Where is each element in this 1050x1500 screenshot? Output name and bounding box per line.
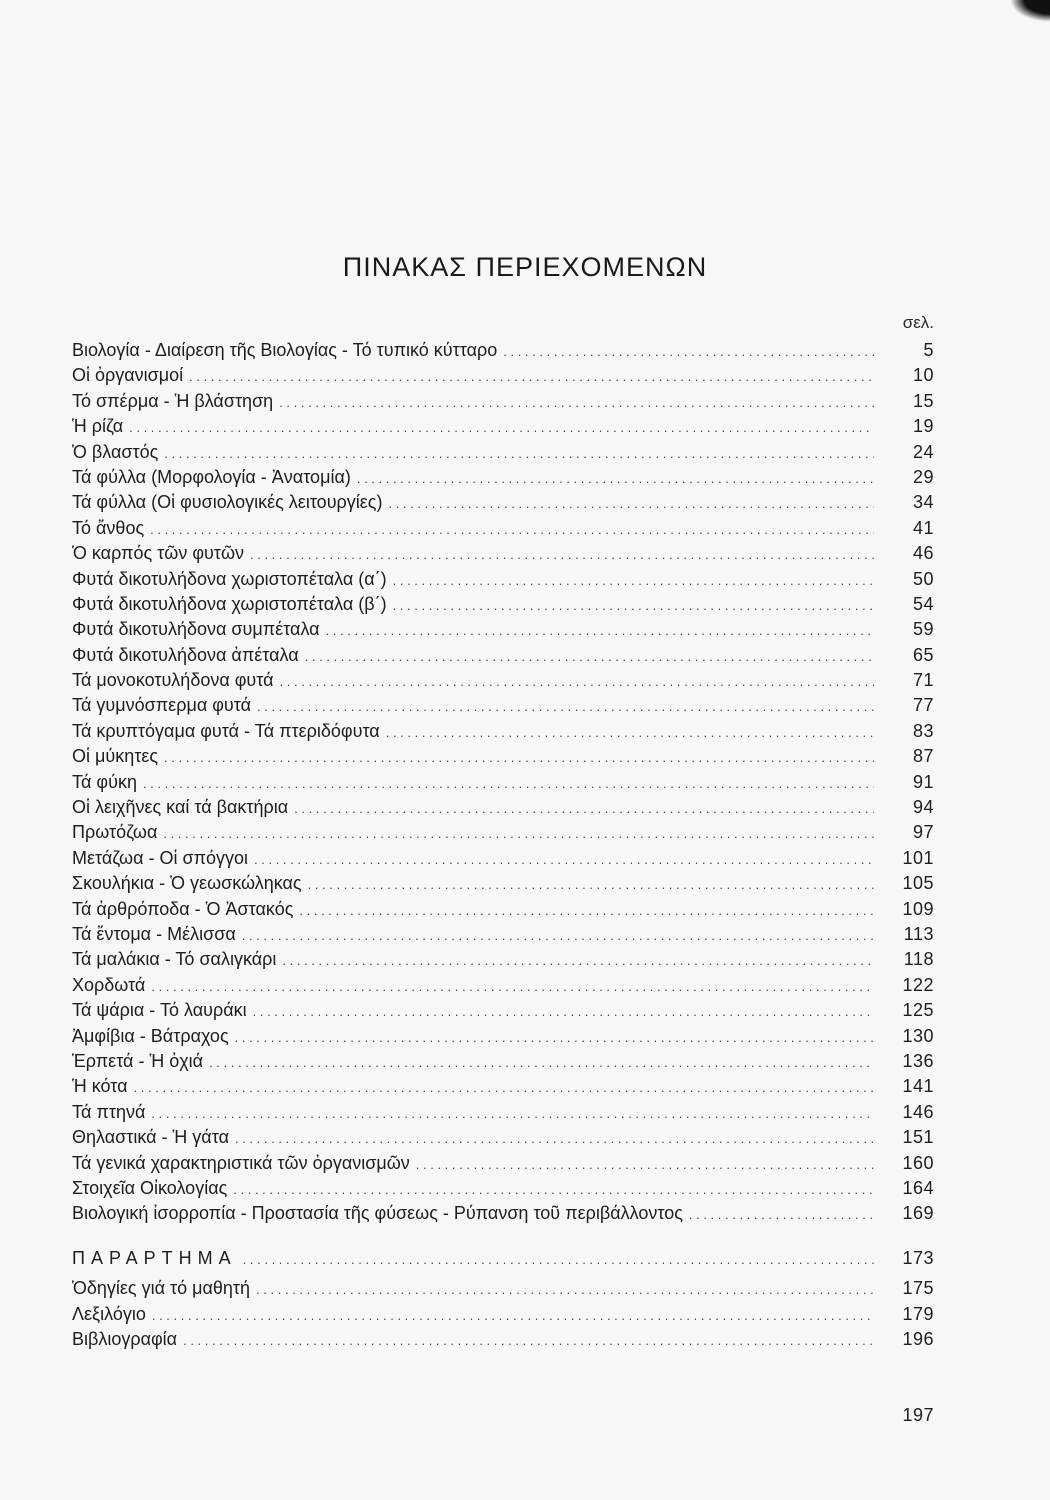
toc-entry	[72, 1100, 934, 1125]
toc-entry-page: 136	[902, 1050, 934, 1071]
toc-entry-page: 87	[912, 746, 934, 767]
dot-leader	[257, 694, 874, 719]
toc-entry	[72, 338, 934, 363]
appendix-entries	[72, 1276, 934, 1352]
toc-entry-title: Τά μονοκοτυλήδονα φυτά	[72, 670, 274, 691]
toc-entry-page: 54	[912, 593, 934, 614]
toc-entry-page: 101	[902, 847, 934, 868]
page-column-label: σελ.	[902, 313, 934, 332]
toc-entry	[72, 1327, 934, 1352]
toc-entry-title: Τά κρυπτόγαμα φυτά - Τά πτεριδόφυτα	[72, 720, 380, 741]
toc-entry-page: 24	[912, 441, 934, 462]
toc-entry-page: 94	[912, 797, 934, 818]
dot-leader	[163, 821, 874, 846]
toc-entry	[72, 795, 934, 820]
toc-entry	[72, 1201, 934, 1226]
dot-leader	[689, 1202, 874, 1227]
dot-leader	[235, 1025, 874, 1050]
toc-entry	[72, 668, 934, 693]
toc-entry-title: Βιολογία - Διαίρεση τῆς Βιολογίας - Τό τυπικό κύτταρο	[72, 340, 498, 360]
toc-entry-title: Τά μαλάκια - Τό σαλιγκάρι	[72, 949, 277, 970]
toc-entry-title: Ἀμφίβια - Βάτραχος	[72, 1025, 229, 1046]
toc-entry-title: Τά πτηνά	[72, 1101, 146, 1122]
toc-entry	[72, 1176, 934, 1201]
toc-entry	[72, 693, 934, 718]
toc-entry-title: Ἑρπετά - Ἡ ὀχιά	[72, 1050, 204, 1071]
toc-entry-title: Ἡ κότα	[72, 1076, 128, 1097]
dot-leader	[134, 1075, 874, 1100]
dot-leader	[183, 1328, 874, 1353]
toc-entry	[72, 440, 934, 465]
toc-entry	[72, 414, 934, 439]
dot-leader	[250, 542, 874, 567]
toc-entry-title: Στοιχεῖα Οἰκολογίας	[72, 1177, 228, 1198]
toc-entry-page: 97	[912, 822, 934, 843]
dot-leader	[416, 1152, 874, 1177]
toc-entry-page: 50	[912, 568, 934, 589]
toc-entry-title: Πρωτόζωα	[72, 822, 158, 843]
toc-entry-title: Τά γυμνόσπερμα φυτά	[72, 695, 251, 716]
toc-entry-title: Οἱ λειχῆνες καί τά βακτήρια	[72, 797, 289, 818]
toc-entry-title: Φυτά δικοτυλήδονα χωριστοπέταλα (α΄)	[72, 568, 387, 589]
dot-leader	[233, 1177, 874, 1202]
toc-entry-title: Τά φύλλα (Μορφολογία - Ἀνατομία)	[72, 466, 351, 487]
toc-entry-page: 151	[902, 1127, 934, 1148]
toc-entry-title: Τό σπέρμα - Ἡ βλάστηση	[72, 390, 274, 411]
dot-leader	[280, 669, 874, 694]
toc-entry-title: Ἡ ρίζα	[72, 416, 124, 437]
toc-entry-page: 130	[902, 1025, 934, 1046]
page-title: ΠΙΝΑΚΑΣ ΠΕΡΙΕΧΟΜΕΝΩΝ	[342, 252, 708, 282]
toc-entry	[72, 1151, 934, 1176]
toc-entry-page: 179	[902, 1303, 934, 1324]
toc-entry-page: 65	[912, 644, 934, 665]
toc-entry-page: 105	[902, 873, 934, 894]
toc-entry-title: Οἱ ὀργανισμοί	[72, 365, 184, 386]
dot-leader	[279, 390, 874, 415]
toc-entry-page: 77	[912, 695, 934, 716]
dot-leader	[151, 1101, 874, 1126]
toc-entry	[72, 998, 934, 1023]
toc-entry-title: Χορδωτά	[72, 974, 146, 995]
dot-leader	[386, 720, 874, 745]
toc-entry-title: Λεξιλόγιο	[72, 1303, 146, 1324]
dot-leader	[150, 517, 874, 542]
toc-entry-page: 196	[902, 1329, 934, 1350]
toc-entry-page: 146	[902, 1101, 934, 1122]
toc-entry-title: Ὁ καρπός τῶν φυτῶν	[72, 543, 245, 564]
dot-leader	[299, 898, 874, 923]
toc-entry-title: Βιολογική ἰσορροπία - Προστασία τῆς φύσεως - Ρύπανση τοῦ περιβάλλοντος	[72, 1203, 683, 1224]
dot-leader	[388, 491, 874, 516]
toc-entry-title: Φυτά δικοτυλήδονα ἀπέταλα	[72, 644, 299, 665]
toc-entry-page: 19	[912, 416, 934, 437]
toc-entry	[72, 719, 934, 744]
toc-entry-page: 125	[902, 1000, 934, 1021]
toc-entry-page: 169	[902, 1203, 934, 1224]
toc-entry-title: Τά ψάρια - Τό λαυράκι	[72, 1000, 247, 1021]
toc-entry-title: Τά ἀρθρόποδα - Ὁ Ἀστακός	[72, 898, 294, 919]
appendix-heading-page: 173	[902, 1248, 934, 1268]
toc-entry-title: Φυτά δικοτυλήδονα χωριστοπέταλα (β΄)	[72, 593, 387, 614]
dot-leader	[326, 618, 874, 643]
toc-entry	[72, 643, 934, 668]
dot-leader	[164, 441, 874, 466]
toc-entry-page: 118	[903, 949, 934, 970]
dot-leader	[151, 974, 874, 999]
toc-entry	[72, 770, 934, 795]
toc-entry-page: 15	[912, 390, 934, 411]
dot-leader	[253, 999, 874, 1024]
toc-entry	[72, 947, 934, 972]
toc-entry-page: 10	[912, 365, 934, 386]
toc-entry	[72, 541, 934, 566]
dot-leader	[164, 745, 874, 770]
toc-entry	[72, 1276, 934, 1301]
toc-entry-page: 160	[902, 1152, 934, 1173]
toc-entry-page: 46	[912, 543, 934, 564]
dot-leader	[308, 872, 874, 897]
dot-leader	[503, 339, 874, 364]
toc-entry-title: Θηλαστικά - Ἡ γάτα	[72, 1127, 229, 1148]
toc-entry	[72, 871, 934, 896]
toc-entry-title: Τά ἔντομα - Μέλισσα	[72, 923, 236, 944]
toc-entry-page: 34	[912, 492, 934, 513]
dot-leader	[189, 364, 874, 389]
toc-entry-title: Ὁδηγίες γιά τό μαθητή	[72, 1278, 251, 1299]
toc-entry-page: 91	[912, 771, 934, 792]
page-number: 197	[902, 1405, 934, 1425]
toc-entry-title: Ὁ βλαστός	[72, 441, 159, 462]
dot-leader	[256, 1277, 874, 1302]
toc-entry	[72, 389, 934, 414]
toc-entry	[72, 1024, 934, 1049]
toc-entry-page: 83	[912, 720, 934, 741]
appendix-heading-row	[72, 1246, 934, 1271]
toc-entry-title: Μετάζωα - Οἱ σπόγγοι	[72, 847, 249, 868]
toc-entry-title: Τά φύλλα (Οἱ φυσιολογικές λειτουργίες)	[72, 492, 383, 513]
toc-entry-page: 122	[902, 974, 934, 995]
toc-entry	[72, 1125, 934, 1150]
toc-entry	[72, 922, 934, 947]
toc-entry-page: 5	[923, 340, 934, 360]
scan-corner-mark	[1010, 0, 1050, 22]
toc-entry	[72, 1302, 934, 1327]
toc-entry-title: Τό ἄνθος	[72, 517, 145, 538]
dot-leader	[305, 644, 874, 669]
toc-entry	[72, 846, 934, 871]
dot-leader	[393, 593, 874, 618]
toc-entry-page: 164	[902, 1177, 934, 1198]
toc-entry-page: 41	[912, 517, 934, 538]
toc-entry-title: Τά φύκη	[72, 771, 137, 792]
toc-entry-title: Τά γενικά χαρακτηριστικά τῶν ὀργανισμῶν	[72, 1152, 410, 1173]
dot-leader	[242, 923, 874, 948]
dot-leader	[294, 796, 874, 821]
table-of-contents	[72, 338, 934, 1227]
toc-entry	[72, 1074, 934, 1099]
appendix-heading: ΠΑΡΑΡΤΗΜΑ	[72, 1248, 237, 1268]
toc-entry	[72, 973, 934, 998]
toc-entry	[72, 897, 934, 922]
toc-entry	[72, 567, 934, 592]
toc-entry	[72, 363, 934, 388]
toc-entry-page: 59	[912, 619, 934, 640]
toc-entry-title: Οἱ μύκητες	[72, 746, 159, 767]
dot-leader	[152, 1303, 874, 1328]
toc-entry	[72, 592, 934, 617]
toc-entry-page: 141	[902, 1076, 934, 1097]
dot-leader	[143, 771, 874, 796]
toc-entry	[72, 516, 934, 541]
dot-leader	[129, 415, 874, 440]
toc-entry	[72, 465, 934, 490]
toc-entry-page: 109	[902, 898, 934, 919]
toc-entry-page: 175	[902, 1278, 934, 1299]
toc-entry-title: Βιβλιογραφία	[72, 1329, 178, 1350]
toc-entry	[72, 617, 934, 642]
toc-entry-page: 29	[912, 466, 934, 487]
dot-leader	[209, 1050, 874, 1075]
toc-entry	[72, 1049, 934, 1074]
dot-leader	[393, 568, 874, 593]
dot-leader	[282, 948, 874, 973]
dot-leader	[357, 466, 874, 491]
toc-entry	[72, 490, 934, 515]
toc-entry-page: 71	[912, 670, 934, 691]
appendix-section	[72, 1246, 934, 1353]
toc-entry	[72, 820, 934, 845]
dot-leader	[243, 1247, 874, 1272]
toc-entry-title: Φυτά δικοτυλήδονα συμπέταλα	[72, 619, 320, 640]
toc-entry-page: 113	[903, 923, 934, 944]
toc-entry-title: Σκουλήκια - Ὁ γεωσκώληκας	[72, 873, 302, 894]
toc-entry	[72, 744, 934, 769]
dot-leader	[254, 847, 874, 872]
dot-leader	[235, 1126, 874, 1151]
